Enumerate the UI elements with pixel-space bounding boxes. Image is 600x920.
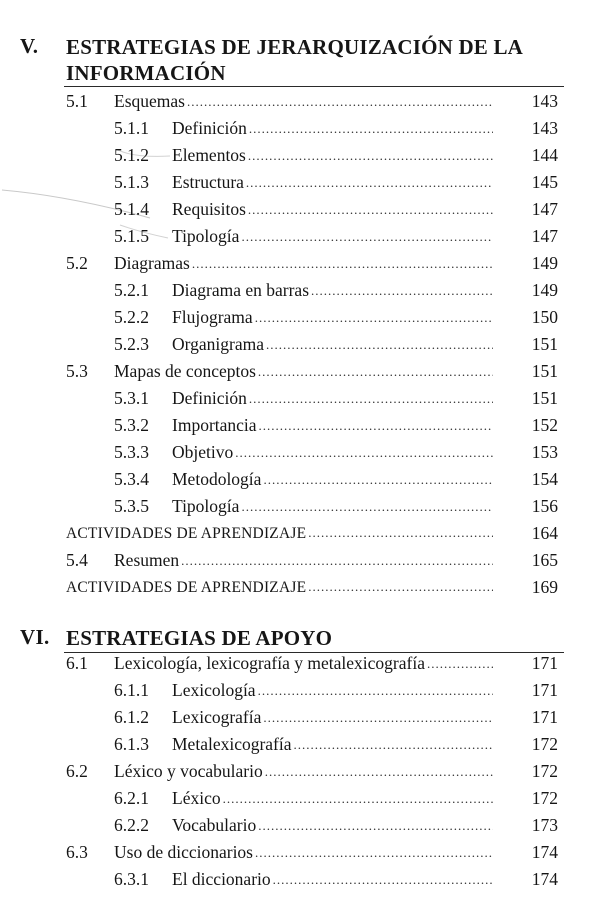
dot-leader	[308, 573, 493, 600]
entry-label: Tipología	[172, 226, 240, 246]
entry-number: 5.3.2	[114, 415, 149, 435]
entry-label: Vocabulario	[172, 815, 257, 835]
entry-number: 5.1.3	[114, 172, 149, 192]
dot-leader	[223, 785, 493, 812]
entry-page-number: 152	[531, 415, 558, 435]
dot-leader	[308, 519, 493, 546]
dot-leader	[241, 223, 493, 250]
entry-page-number: 171	[531, 680, 558, 700]
entry-label: Definición	[172, 118, 247, 138]
entry-number: 5.2.1	[114, 280, 149, 300]
entry-number: 6.1.1	[114, 680, 149, 700]
chapter-number: V.	[20, 34, 39, 58]
entry-number: 5.3.1	[114, 388, 149, 408]
toc-subsection-entry	[114, 196, 558, 223]
dot-leader	[294, 731, 493, 758]
entry-page-number: 151	[531, 334, 558, 354]
entry-number: 5.4	[66, 550, 88, 570]
dot-leader	[248, 142, 493, 169]
chapter-title: ESTRATEGIAS DE APOYO	[66, 626, 333, 650]
dot-leader	[263, 466, 493, 493]
entry-number: 5.2	[66, 253, 88, 273]
dot-leader	[427, 650, 493, 677]
toc-section-entry	[66, 758, 558, 785]
entry-number: 5.3.4	[114, 469, 149, 489]
toc-section-entry	[66, 250, 558, 277]
entry-label: Requisitos	[172, 199, 246, 219]
entry-label: Lexicografía	[172, 707, 262, 727]
entry-page-number: 150	[531, 307, 558, 327]
toc-subsection-entry	[114, 439, 558, 466]
entry-number: 5.1.1	[114, 118, 149, 138]
entry-number: 6.1	[66, 653, 88, 673]
chapter-title: ESTRATEGIAS DE JERARQUIZACIÓN DE LA INFORMACIÓN	[66, 35, 522, 85]
chapter-heading	[0, 34, 600, 92]
dot-leader	[192, 250, 493, 277]
toc-subsection-entry	[114, 466, 558, 493]
entry-page-number: 144	[531, 145, 558, 165]
entry-page-number: 143	[531, 118, 558, 138]
entry-page-number: 145	[531, 172, 558, 192]
entry-page-number: 154	[531, 469, 558, 489]
toc-subsection-entry	[114, 223, 558, 250]
dot-leader	[265, 758, 493, 785]
entry-number: 5.1	[66, 91, 88, 111]
entry-page-number: 147	[531, 226, 558, 246]
entry-page-number: 172	[531, 734, 558, 754]
chapter-number: VI.	[20, 625, 50, 649]
entry-label: Diagrama en barras	[172, 280, 310, 300]
toc-subsection-entry	[114, 412, 558, 439]
dot-leader	[246, 169, 493, 196]
dot-leader	[249, 115, 493, 142]
toc-subsection-entry	[114, 866, 558, 893]
entry-number: 6.1.2	[114, 707, 149, 727]
toc-subsection-entry	[114, 677, 558, 704]
entry-label: Metalexicografía	[172, 734, 292, 754]
entry-page-number: 174	[531, 842, 558, 862]
toc-subsection-entry	[114, 304, 558, 331]
entry-label: El diccionario	[172, 869, 271, 889]
dot-leader	[181, 547, 493, 574]
entry-label: Tipología	[172, 496, 240, 516]
entry-label: Léxico	[172, 788, 221, 808]
toc-subsection-entry	[114, 115, 558, 142]
chapter-rule	[64, 86, 564, 87]
entry-page-number: 174	[531, 869, 558, 889]
toc-activity-entry	[66, 574, 558, 601]
dot-leader	[241, 493, 493, 520]
dot-leader	[258, 812, 493, 839]
toc-subsection-entry	[114, 704, 558, 731]
dot-leader	[187, 88, 493, 115]
entry-number: 6.1.3	[114, 734, 149, 754]
toc-subsection-entry	[114, 785, 558, 812]
chapter-vi	[0, 625, 600, 653]
toc-subsection-entry	[114, 812, 558, 839]
dot-leader	[235, 439, 493, 466]
dot-leader	[266, 331, 493, 358]
entry-label: ACTIVIDADES DE APRENDIZAJE	[66, 525, 307, 542]
toc-subsection-entry	[114, 493, 558, 520]
entry-label: Diagramas	[114, 253, 190, 273]
toc-section-entry	[66, 547, 558, 574]
toc-section-entry	[66, 358, 558, 385]
entry-page-number: 149	[531, 253, 558, 273]
entry-page-number: 172	[531, 788, 558, 808]
toc-subsection-entry	[114, 731, 558, 758]
toc-section-entry	[66, 88, 558, 115]
toc-subsection-entry	[114, 142, 558, 169]
entry-page-number: 151	[531, 388, 558, 408]
entry-label: Objetivo	[172, 442, 234, 462]
entry-number: 6.2.1	[114, 788, 149, 808]
dot-leader	[248, 196, 493, 223]
entry-number: 6.3.1	[114, 869, 149, 889]
entry-page-number: 171	[531, 707, 558, 727]
entry-page-number: 153	[531, 442, 558, 462]
entry-number: 5.3.5	[114, 496, 149, 516]
entry-label: Lexicología, lexicografía y metalexicografía	[114, 653, 425, 673]
entry-number: 5.2.2	[114, 307, 149, 327]
entry-label: Léxico y vocabulario	[114, 761, 263, 781]
toc-subsection-entry	[114, 169, 558, 196]
entry-number: 6.2.2	[114, 815, 149, 835]
entry-number: 5.1.4	[114, 199, 149, 219]
entry-label: Estructura	[172, 172, 244, 192]
entry-number: 5.1.2	[114, 145, 149, 165]
toc-activity-entry	[66, 520, 558, 547]
chapter-heading	[0, 625, 600, 653]
chapter-v	[0, 34, 600, 92]
dot-leader	[255, 839, 493, 866]
entry-label: Mapas de conceptos	[114, 361, 256, 381]
dot-leader	[258, 677, 493, 704]
entry-page-number: 147	[531, 199, 558, 219]
entry-label: Definición	[172, 388, 247, 408]
entry-page-number: 149	[531, 280, 558, 300]
dot-leader	[258, 358, 493, 385]
entry-label: Organigrama	[172, 334, 265, 354]
entry-label: Elementos	[172, 145, 246, 165]
toc-subsection-entry	[114, 385, 558, 412]
entry-page-number: 172	[531, 761, 558, 781]
entry-page-number: 143	[531, 91, 558, 111]
entry-page-number: 156	[531, 496, 558, 516]
dot-leader	[259, 412, 493, 439]
entry-page-number: 164	[531, 523, 558, 543]
entry-label: Esquemas	[114, 91, 185, 111]
toc-subsection-entry	[114, 331, 558, 358]
entry-number: 5.1.5	[114, 226, 149, 246]
entry-number: 5.3	[66, 361, 88, 381]
entry-label: Importancia	[172, 415, 257, 435]
dot-leader	[249, 385, 493, 412]
entry-page-number: 173	[531, 815, 558, 835]
toc-section-entry	[66, 839, 558, 866]
entry-number: 5.2.3	[114, 334, 149, 354]
entry-label: Metodología	[172, 469, 262, 489]
entry-label: ACTIVIDADES DE APRENDIZAJE	[66, 579, 307, 596]
dot-leader	[273, 866, 493, 893]
entry-number: 6.2	[66, 761, 88, 781]
entry-label: Lexicología	[172, 680, 256, 700]
entry-label: Resumen	[114, 550, 180, 570]
entry-page-number: 151	[531, 361, 558, 381]
entry-number: 5.3.3	[114, 442, 149, 462]
entry-label: Uso de diccionarios	[114, 842, 253, 862]
entry-number: 6.3	[66, 842, 88, 862]
dot-leader	[263, 704, 493, 731]
dot-leader	[255, 304, 493, 331]
toc-section-entry	[66, 650, 558, 677]
entry-page-number: 169	[531, 577, 558, 597]
dot-leader	[311, 277, 493, 304]
entry-page-number: 171	[531, 653, 558, 673]
entry-page-number: 165	[531, 550, 558, 570]
toc-subsection-entry	[114, 277, 558, 304]
entry-label: Flujograma	[172, 307, 253, 327]
